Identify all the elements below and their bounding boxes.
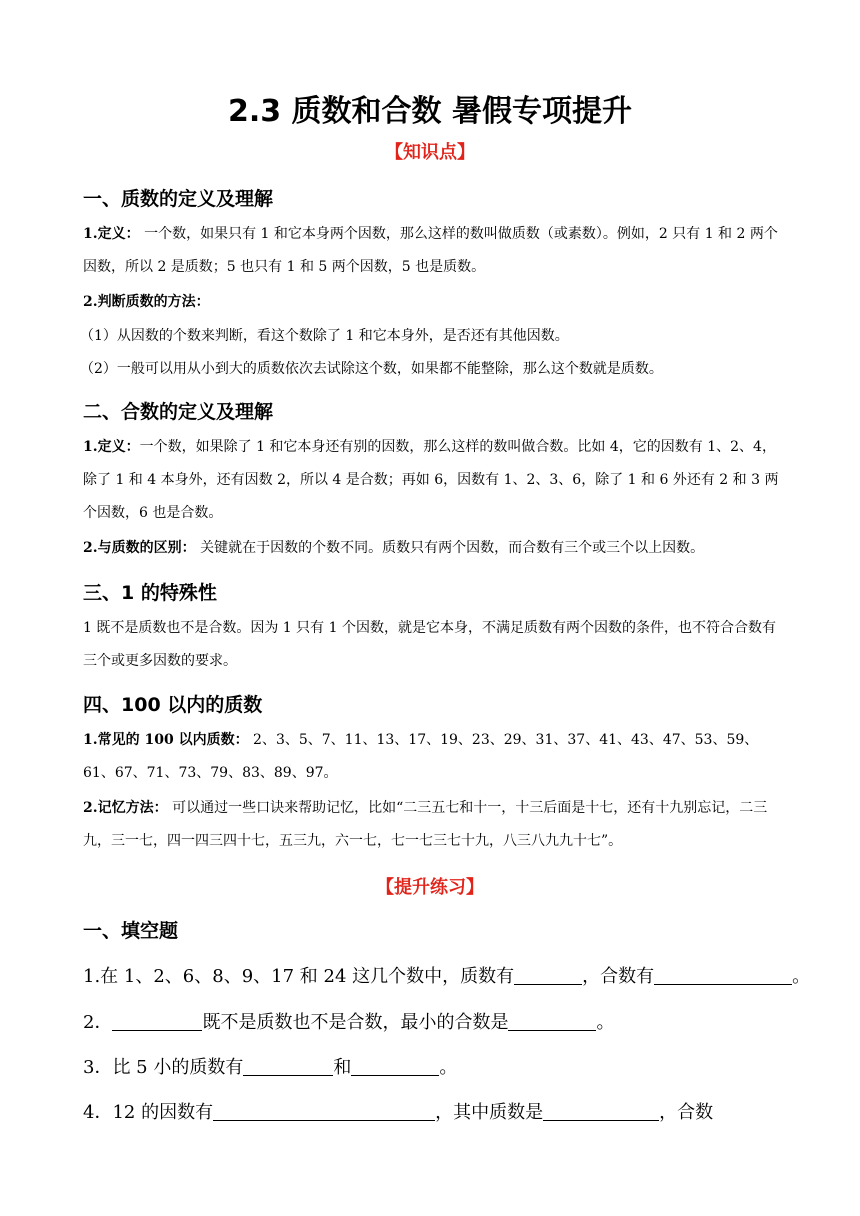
section-4-heading: 四、100 以内的质数 [83, 694, 263, 716]
knowledge-section-tag: 【知识点】 [385, 142, 475, 163]
question-text: 。 [439, 1057, 458, 1078]
question-text: 。 [792, 966, 811, 987]
difference-text: 关键就在于因数的个数不同。质数只有两个因数，而合数有三个或三个以上因数。 [195, 540, 705, 556]
question-2 [83, 1008, 783, 1034]
question-text: ，合数 [659, 1102, 714, 1123]
answer-blank[interactable] [351, 1057, 439, 1076]
question-text: 。 [596, 1012, 615, 1033]
fill-blank-heading: 一、填空题 [83, 920, 179, 942]
prime-list-text: 2、3、5、7、11、13、17、19、23、29、31、37、41、43、47、53、59、61、67、71、73、79、83、89、97。 [83, 732, 759, 781]
question-3 [83, 1053, 783, 1079]
question-text: 2． [83, 1012, 113, 1033]
answer-blank[interactable] [243, 1057, 333, 1076]
section-1-method-key [83, 286, 783, 319]
method-key: 2.判断质数的方法： [83, 294, 210, 310]
section-2-difference [83, 532, 783, 565]
section-2-heading: 二、合数的定义及理解 [83, 401, 274, 423]
answer-blank[interactable] [213, 1102, 435, 1121]
section-1-definition [83, 218, 783, 284]
question-4 [83, 1098, 783, 1124]
question-text: 3．比 5 小的质数有 [83, 1057, 244, 1078]
question-text: ，其中质数是 [435, 1102, 544, 1123]
answer-blank[interactable] [508, 1012, 596, 1031]
definition-text: 一个数，如果除了 1 和它本身还有别的因数，那么这样的数叫做合数。比如 4，它的因数有 1、2、4，除了 1 和 4 本身外，还有因数 2，所以 4 是合数；再如 6，因数有 1、2、3、6，除了 1 和 6 外还有 2 和 3 两个因数，6 也是合数。 [83, 439, 779, 521]
question-text: 4．12 的因数有 [83, 1102, 214, 1123]
question-1 [83, 962, 811, 988]
practice-section-tag: 【提升练习】 [376, 877, 484, 898]
section-1-method-1: （1）从因数的个数来判断，看这个数除了 1 和它本身外，是否还有其他因数。 [80, 328, 569, 344]
question-text: 1.在 1、2、6、8、9、17 和 24 这几个数中，质数有 [83, 966, 515, 987]
memory-key: 2.记忆方法： [83, 800, 168, 816]
section-1-method-2: （2）一般可以用从小到大的质数依次去试除这个数，如果都不能整除，那么这个数就是质数。 [80, 361, 663, 377]
answer-blank[interactable] [514, 966, 582, 985]
memory-text: 可以通过一些口诀来帮助记忆，比如“二三五七和十一，十三后面是十七，还有十九别忘记，二三九，三一七，四一四三四十七，五三九，六一七，七一七三七十九，八三八九九十七”。 [83, 800, 768, 849]
answer-blank[interactable] [543, 1102, 659, 1121]
prime-list-key: 1.常见的 100 以内质数： [83, 732, 249, 748]
difference-key: 2.与质数的区别： [83, 540, 196, 556]
definition-key: 1.定义： [83, 439, 140, 455]
answer-blank[interactable] [654, 966, 792, 985]
question-text: ，合数有 [582, 966, 655, 987]
question-text: 既不是质数也不是合数，最小的合数是 [202, 1012, 509, 1033]
definition-key: 1.定义： [83, 226, 140, 242]
answer-blank[interactable] [112, 1012, 202, 1031]
section-3-text: 1 既不是质数也不是合数。因为 1 只有 1 个因数，就是它本身，不满足质数有两个因数的条件，也不符合合数有三个或更多因数的要求。 [83, 620, 776, 669]
page-title: 2.3 质数和合数 暑假专项提升 [227, 94, 633, 129]
section-4-memory [83, 792, 783, 858]
section-4-list [83, 724, 783, 790]
section-1-heading: 一、质数的定义及理解 [83, 188, 274, 210]
definition-text: 一个数，如果只有 1 和它本身两个因数，那么这样的数叫做质数（或素数）。例如，2 只有 1 和 2 两个因数，所以 2 是质数；5 也只有 1 和 5 两个因数，5 也是质数。 [83, 226, 778, 275]
section-2-definition [83, 431, 783, 530]
question-text: 和 [333, 1057, 352, 1078]
section-3-heading: 三、1 的特殊性 [83, 582, 217, 604]
